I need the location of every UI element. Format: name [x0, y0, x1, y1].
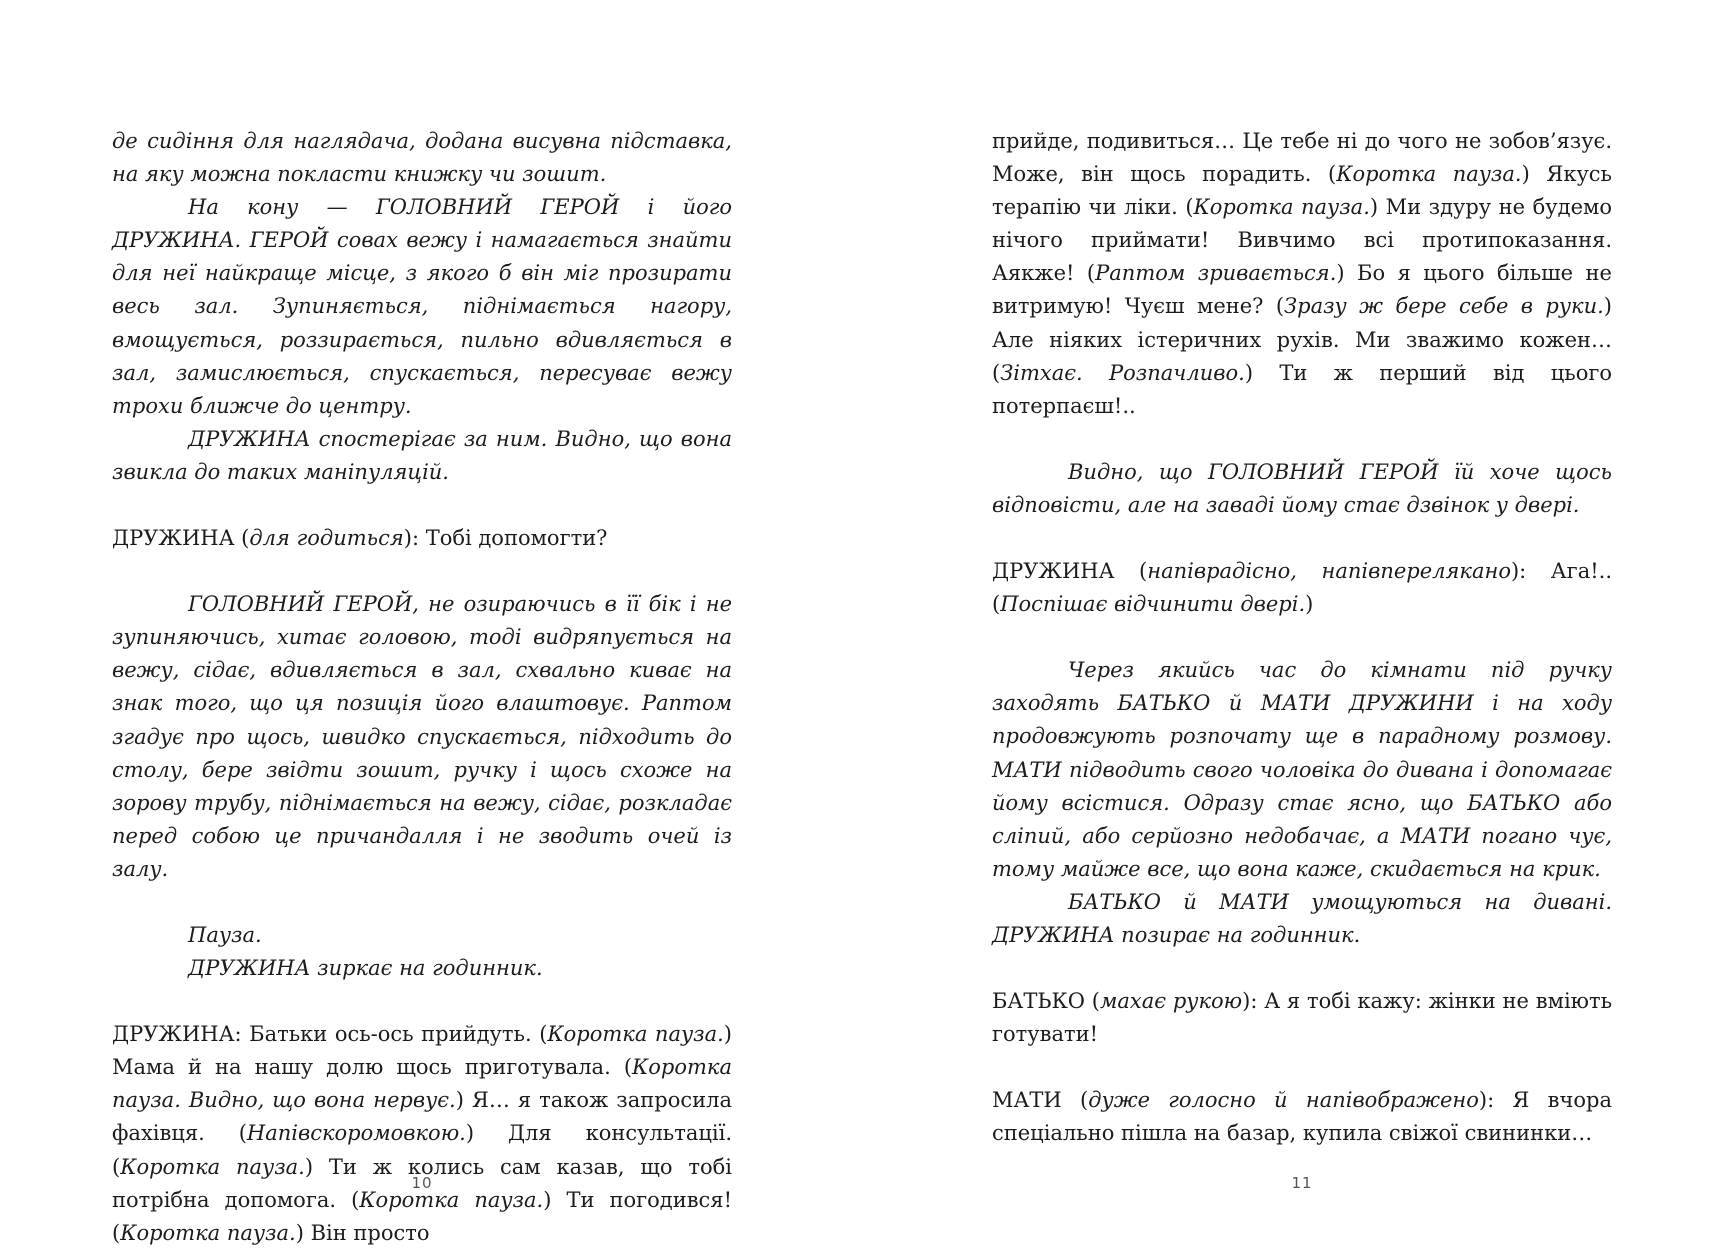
italic-text: БАТЬКО й МАТИ умощуються на дивані. ДРУЖИНА позирає на годинник.	[992, 889, 1612, 947]
stage-direction	[992, 886, 1612, 952]
italic-text: напіврадісно, напівперелякано	[1147, 559, 1511, 584]
text-run: ) Ти ж перший від цього потерпаєш!..	[992, 360, 1612, 418]
text-run: ) Він просто	[295, 1220, 430, 1245]
blank-line	[112, 985, 732, 1018]
stage-direction	[112, 191, 732, 423]
italic-text: Коротка пауза.	[1336, 162, 1522, 187]
italic-text: Через якийсь час до кімнати під ручку заходять БАТЬКО й МАТИ ДРУЖИНИ і на ходу продовжують розпочату ще в парадному розмову. МАТИ підводить свого чоловіка до дивана і допомагає йому всістися. Одразу стає ясно, що БАТЬКО або сліпий, або серйозно недобачає, а МАТИ погано чує, тому майже все, що вона каже, скидається на крик.	[992, 658, 1612, 881]
text-run: ) Я… я також запросила фахівця. (	[112, 1088, 732, 1146]
italic-text: Коротка пауза.	[120, 1220, 296, 1245]
stage-direction	[992, 654, 1612, 886]
text-run: ) Але ніяких істеричних рухів. Ми зважимо кожен… (	[992, 294, 1612, 385]
text-run: ) Ти ж колись сам казав, що тобі потрібна допомога. (	[112, 1154, 733, 1212]
italic-text: Видно, що ГОЛОВНИЙ ГЕРОЙ їй хоче щось відповісти, але на заваді йому стає дзвінок у двері.	[992, 459, 1612, 517]
italic-text: Коротка пауза.	[359, 1187, 544, 1212]
blank-line	[992, 621, 1612, 654]
italic-text: махає рукою	[1099, 989, 1243, 1014]
stage-direction	[112, 588, 732, 886]
text-run: ) Ми здуру не будемо нічого приймати! Вивчимо всі протипоказання. Аякже! (	[992, 195, 1612, 286]
dialogue-line	[992, 555, 1612, 621]
page-number: 11	[1291, 1174, 1313, 1192]
text-run: ): Я вчора спеціально пішла на базар, купила свіжої свининки…	[992, 1088, 1612, 1146]
text-run: ) Для консультації. (	[112, 1121, 732, 1179]
italic-text: Коротка пауза.	[1193, 195, 1370, 220]
italic-text: Пауза.	[188, 922, 262, 947]
page-number: 10	[411, 1174, 433, 1192]
text-run: ): Ага!.. (	[992, 559, 1612, 617]
text-run: ДРУЖИНА (	[992, 559, 1148, 584]
italic-text: ДРУЖИНА зиркає на годинник.	[188, 956, 543, 981]
text-run: ): А я тобі кажу: жінки не вміють готувати!	[992, 989, 1612, 1047]
blank-line	[112, 886, 732, 919]
italic-text: де сидіння для наглядача, додана висувна підставка, на яку можна покласти книжку чи зошит.	[112, 129, 732, 187]
stage-direction	[112, 952, 732, 985]
italic-text: дуже голосно й напівображено	[1088, 1088, 1479, 1113]
dialogue-line	[992, 125, 1612, 423]
stage-direction	[112, 919, 732, 952]
stage-direction	[112, 423, 732, 489]
blank-line	[992, 522, 1612, 555]
italic-text: Зразу ж бере себе в руки.	[1284, 294, 1604, 319]
italic-text: ДРУЖИНА спостерігає за ним. Видно, що вона звикла до таких маніпуляцій.	[112, 426, 732, 484]
blank-line	[992, 423, 1612, 456]
text-run: ДРУЖИНА: Батьки ось-ось прийдуть. (	[112, 1022, 548, 1047]
text-run: ) Мама й на нашу долю щось приготувала. (	[112, 1022, 732, 1080]
right-page-text	[992, 125, 1612, 1150]
italic-text: Зітхає. Розпачливо.	[1000, 360, 1245, 385]
dialogue-line	[112, 522, 732, 555]
italic-text: ГОЛОВНИЙ ГЕРОЙ, не озираючись в її бік і не зупиняючись, хитає головою, тоді видряпується на вежу, сідає, вдивляється в зал, схвально киває на знак того, що ця позиція його влаштовує. Раптом згадує про щось, швидко спускається, підходить до столу, бере звідти зошит, ручку і щось схоже на зорову трубу, піднімається на вежу, сідає, розкладає перед собою це причандалля і не зводить очей із залу.	[112, 592, 732, 881]
dialogue-line	[992, 1084, 1612, 1150]
italic-text: Напівскоромовкою.	[246, 1121, 466, 1146]
blank-line	[992, 1051, 1612, 1084]
italic-text: На кону — ГОЛОВНИЙ ГЕРОЙ і його ДРУЖИНА. ГЕРОЙ совах вежу і намагається знайти для неї найкраще місце, з якого б він міг прозирати весь зал. Зупиняється, піднімається нагору, вмощується, роззирається, пильно вдивляється в зал, замислюється, спускається, пересуває вежу трохи ближче до центру.	[112, 195, 732, 418]
blank-line	[112, 489, 732, 522]
dialogue-line	[112, 125, 732, 191]
stage-direction	[992, 456, 1612, 522]
left-page	[112, 0, 752, 1258]
italic-text: Коротка пауза.	[120, 1154, 305, 1179]
dialogue-line	[112, 1018, 732, 1250]
text-run: ДРУЖИНА (	[112, 526, 250, 551]
text-run: ) Якусь терапію чи ліки. (	[992, 162, 1612, 220]
text-run: ) Бо я цього більше не витримую! Чуєш мене? (	[992, 261, 1612, 319]
right-page	[992, 0, 1632, 1258]
text-run: )	[1305, 592, 1314, 617]
text-run: БАТЬКО (	[992, 989, 1100, 1014]
blank-line	[992, 952, 1612, 985]
left-page-text	[112, 125, 732, 1250]
italic-text: для годиться	[249, 526, 404, 551]
italic-text: Раптом зривається.	[1095, 261, 1337, 286]
italic-text: Коротка пауза. Видно, що вона нервує.	[112, 1055, 732, 1113]
text-run: ): Тобі допомогти?	[403, 526, 608, 551]
blank-line	[112, 555, 732, 588]
italic-text: Поспішає відчинити двері.	[1000, 592, 1306, 617]
dialogue-line	[992, 985, 1612, 1051]
text-run: ) Ти погодився! (	[112, 1187, 733, 1245]
text-run: МАТИ (	[992, 1088, 1089, 1113]
text-run: прийде, подивиться… Це тебе ні до чого не зобов’язує. Може, він щось порадить. (	[992, 129, 1612, 187]
italic-text: Коротка пауза.	[547, 1022, 724, 1047]
